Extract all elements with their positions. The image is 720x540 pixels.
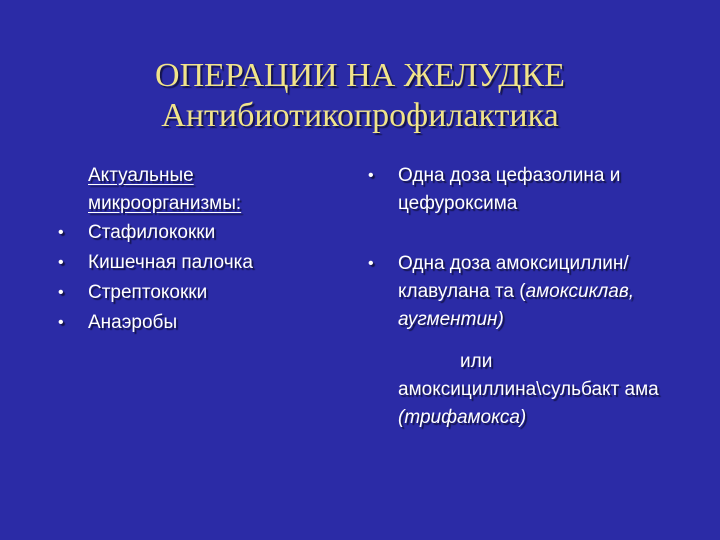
cefazolin-text: Одна доза цефазолина и цефуроксима bbox=[398, 165, 621, 214]
list-item bbox=[58, 282, 348, 303]
left-column bbox=[58, 162, 348, 342]
list-item-label: Кишечная палочка bbox=[88, 252, 253, 273]
antibiotics-list bbox=[368, 162, 668, 432]
list-item bbox=[368, 250, 668, 432]
title-line-2: Антибиотикопрофилактика bbox=[161, 97, 559, 134]
list-item bbox=[58, 252, 348, 273]
amoxiclav-brands: амоксиклав, аугментин) bbox=[398, 281, 635, 330]
list-item bbox=[58, 222, 348, 243]
bullet-icon: • bbox=[58, 224, 64, 241]
microorganisms-list bbox=[58, 222, 348, 333]
microorganisms-heading: Актуальные микроорганизмы: bbox=[88, 165, 242, 214]
list-item-label: Анаэробы bbox=[88, 312, 178, 333]
title-line-1: ОПЕРАЦИИ НА ЖЕЛУДКЕ bbox=[155, 57, 565, 94]
or-text: или bbox=[460, 351, 493, 372]
bullet-icon: • bbox=[368, 167, 374, 184]
right-column bbox=[368, 162, 668, 432]
sulbactam-brand: (трифамокса) bbox=[398, 407, 527, 428]
bullet-icon: • bbox=[58, 254, 64, 271]
amoxiclav-text: Одна доза амоксициллин/клавулана та ( bbox=[398, 253, 629, 302]
sulbactam-text: амоксициллина\сульбакт ама bbox=[398, 379, 659, 400]
list-item bbox=[368, 162, 668, 218]
bullet-icon: • bbox=[58, 314, 64, 331]
list-item-label: Стафилококки bbox=[88, 222, 216, 243]
list-item-label: Стрептококки bbox=[88, 282, 208, 303]
slide-title bbox=[0, 56, 720, 136]
list-item bbox=[58, 312, 348, 333]
bullet-icon: • bbox=[58, 284, 64, 301]
bullet-icon: • bbox=[368, 255, 374, 272]
